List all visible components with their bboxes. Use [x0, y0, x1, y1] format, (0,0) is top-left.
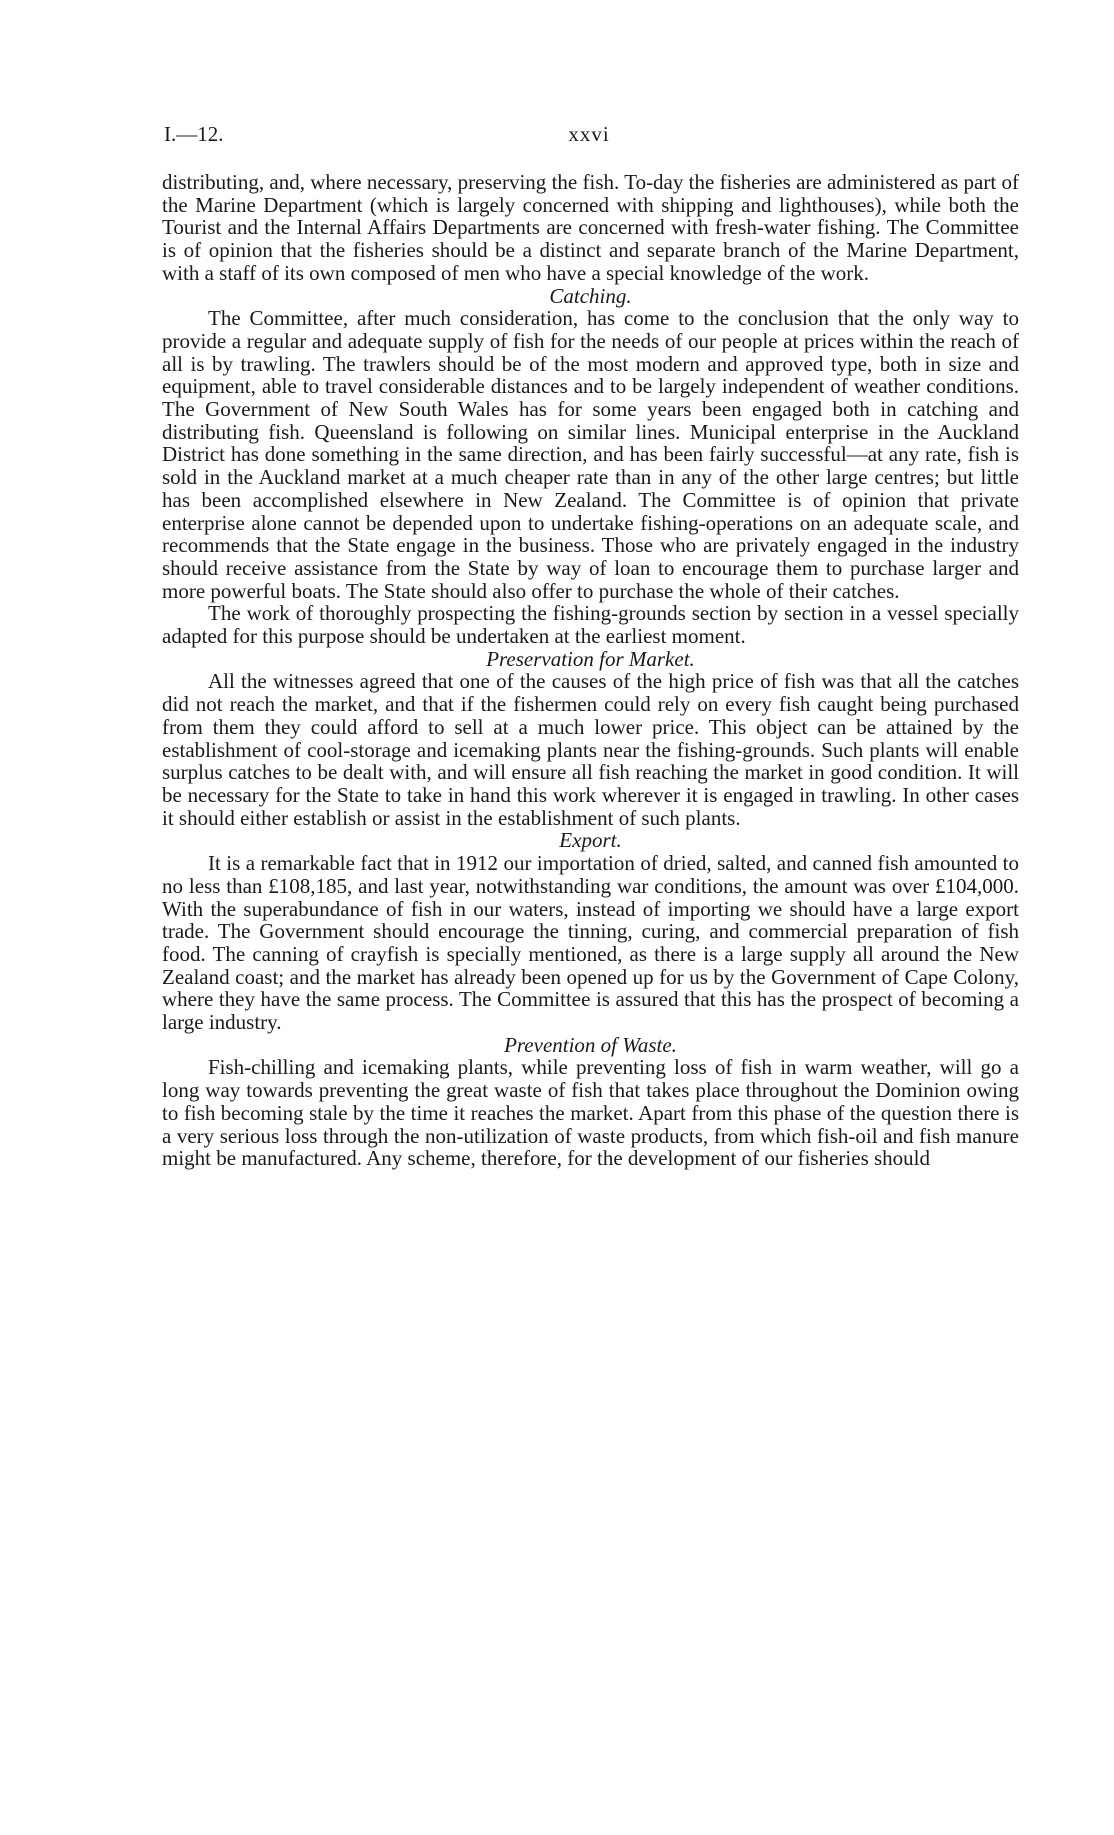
preservation-paragraph: All the witnesses agreed that one of the causes of the high price of fish was that all the catches did not reach the market, and that if the fishermen could rely on every fish caught being purchased from them they could afford to sell at a much lower price. This object can be attained by the establishment of cool-storage and icemaking plants near the fishing-grounds. Such plants will enable surplus catches to be dealt with, and will ensure all fish reaching the market in good condition. It will be necessary for the State to take in hand this work wherever it is engaged in trawling. In other cases it should either establish or assist in the establishment of such plants.: [162, 669, 1019, 830]
report-body: [162, 171, 1019, 1170]
export-paragraph: It is a remarkable fact that in 1912 our importation of dried, salted, and canned fish amounted to no less than £108,185, and last year, notwithstanding war conditions, the amount was over £104,000. With the superabundance of fish in our waters, instead of importing we should have a large export trade. The Government should encourage the tinning, curing, and commercial preparation of fish food. The canning of crayfish is specially mentioned, as there is a large supply all around the New Zealand coast; and the market has already been opened up for us by the Government of Cape Colony, where they have the same process. The Committee is assured that this has the prospect of becoming a large industry.: [162, 851, 1019, 1035]
catching-paragraph-2: The work of thoroughly prospecting the fishing-grounds section by section in a vessel specially adapted for this purpose should be undertaken at the earliest moment.: [162, 601, 1019, 649]
prevention-paragraph: Fish-chilling and icemaking plants, while preventing loss of fish in warm weather, will go a long way towards preventing the great waste of fish that takes place throughout the Dominion owing to fish becoming stale by the time it reaches the market. Apart from this phase of the question there is a very serious loss through the non-utilization of waste products, from which fish-oil and fish manure might be manufactured. Any scheme, therefore, for the development of our fisheries should: [162, 1055, 1019, 1171]
document-reference: I.—12.: [164, 122, 224, 146]
page-header: [164, 122, 1014, 152]
catching-paragraph-1: The Committee, after much consideration, has come to the conclusion that the only way to provide a regular and adequate supply of fish for the needs of our people at prices within the reach of all is by trawling. The trawlers should be of the most modern and approved type, both in size and equipment, able to travel considerable distances and to be largely independent of weather conditions. The Government of New South Wales has for some years been engaged both in catching and distributing fish. Queensland is following on similar lines. Municipal enterprise in the Auckland District has done something in the same direction, and has been fairly successful—at any rate, fish is sold in the Auckland market at a much cheaper rate than in any of the other large centres; but little has been accomplished elsewhere in New Zealand. The Committee is of opinion that private enterprise alone cannot be depended upon to undertake fishing-operations on an adequate scale, and recommends that the State engage in the business. Those who are privately engaged in the industry should receive assistance from the State by way of loan to encourage them to purchase larger and more powerful boats. The State should also offer to purchase the whole of their catches.: [162, 306, 1019, 603]
intro-paragraph: distributing, and, where necessary, preserving the fish. To-day the fisheries are administered as part of the Marine Department (which is largely concerned with shipping and lighthouses), while both the Tourist and the Internal Affairs Departments are concerned with fresh-water fishing. The Committee is of opinion that the fisheries should be a distinct and separate branch of the Marine Department, with a staff of its own composed of men who have a special knowledge of the work.: [162, 170, 1019, 285]
section-heading-export: Export.: [559, 828, 622, 853]
section-heading-preservation: Preservation for Market.: [486, 646, 695, 671]
page-number: xxvi: [568, 122, 610, 146]
section-heading-catching: Catching.: [549, 283, 632, 308]
section-heading-prevention: Prevention of Waste.: [504, 1032, 677, 1057]
